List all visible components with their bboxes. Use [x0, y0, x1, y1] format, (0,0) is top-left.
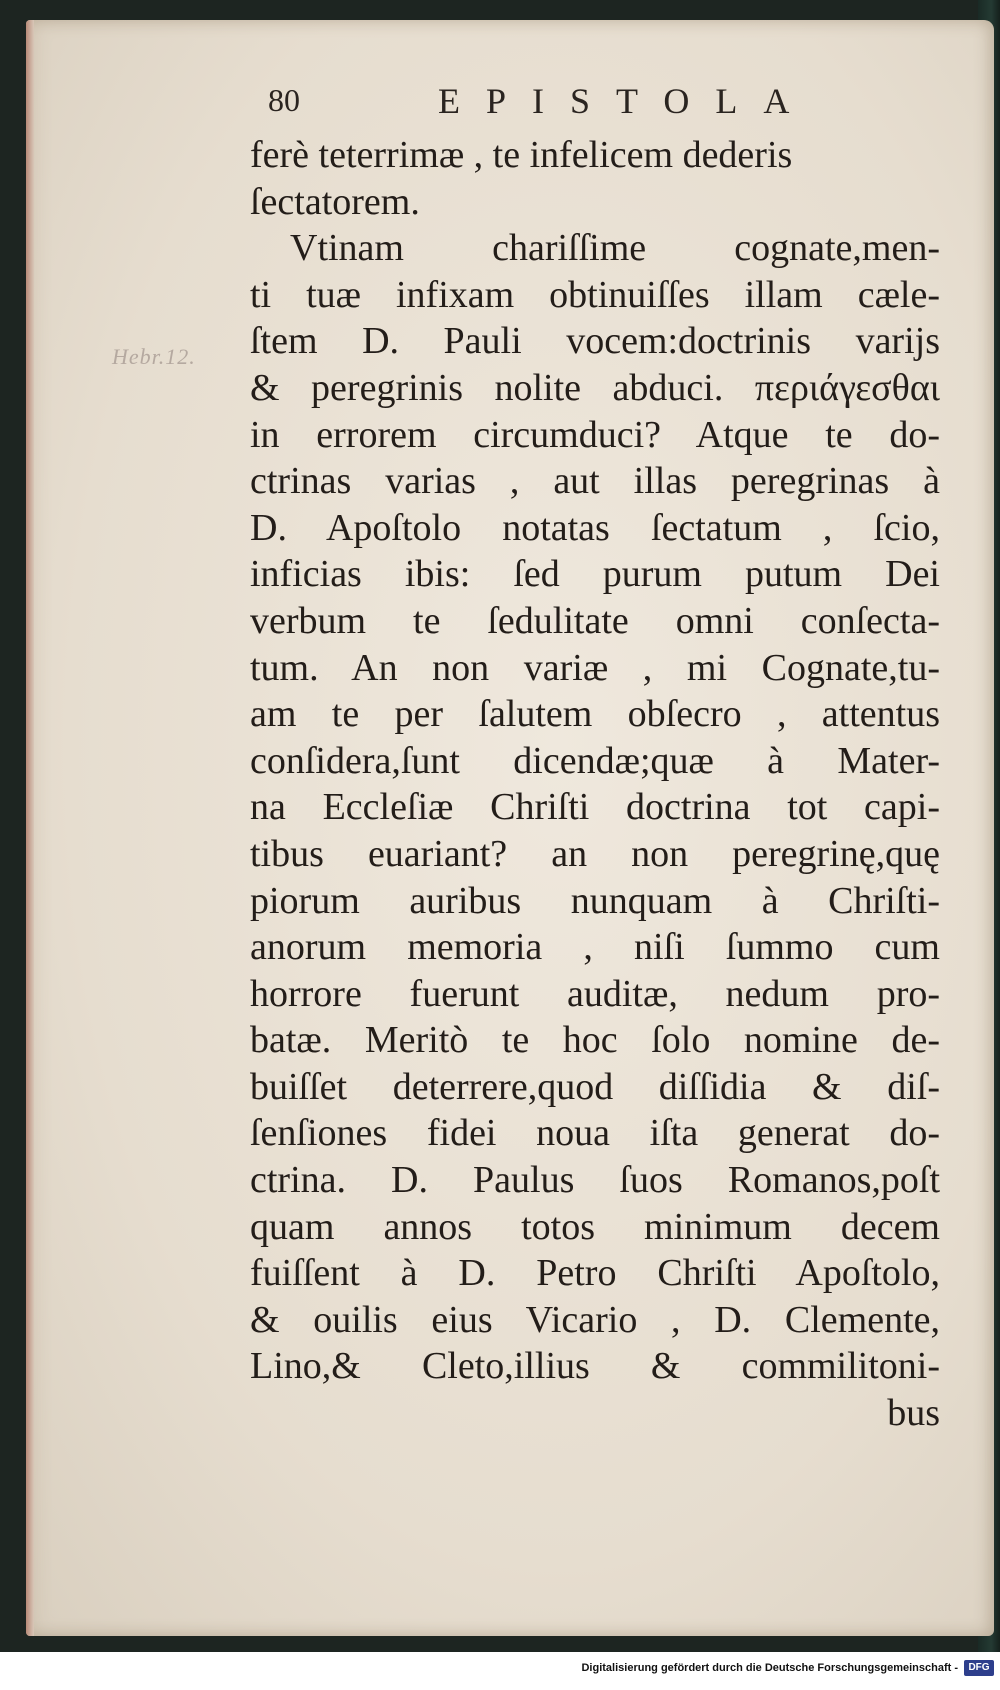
text-line: conſidera,ſunt dicendæ;quæ à Mater-: [250, 739, 940, 782]
body-text: [250, 132, 940, 1437]
text-line: piorum auribus nunquam à Chriſti-: [250, 879, 940, 922]
funding-credit: Digitalisierung gefördert durch die Deutsche Forschungsgemeinschaft -: [581, 1662, 958, 1674]
dfg-logo-icon: DFG: [964, 1660, 994, 1676]
text-line: tibus euariant? an non peregrinę,quę: [250, 832, 940, 875]
text-line: ferè teterrimæ , te infelicem dederis: [250, 134, 793, 176]
text-line: am te per ſalutem obſecro , attentus: [250, 693, 940, 736]
text-line: Lino,& Cleto,illius & commilitoni-: [250, 1345, 940, 1388]
text-line: ſectatorem.: [250, 180, 420, 223]
text-line: inficias ibis: ſed purum putum Dei: [250, 553, 940, 596]
text-line: in errorem circumduci? Atque te do-: [250, 413, 940, 456]
catchword: bus: [887, 1392, 940, 1435]
text-line: batæ. Meritò te hoc ſolo nomine de-: [250, 1019, 940, 1062]
text-line: tum. An non variæ , mi Cognate,tu-: [250, 646, 940, 689]
text-line: horrore fuerunt auditæ, nedum pro-: [250, 972, 940, 1015]
text-line: na Eccleſiæ Chriſti doctrina tot capi-: [250, 786, 940, 829]
text-line: ſenſiones fidei noua iſta generat do-: [250, 1112, 940, 1155]
text-line: D. Apoſtolo notatas ſectatum , ſcio,: [250, 506, 940, 549]
digitization-footer: [0, 1652, 1000, 1690]
text-line: Vtinam chariſſime cognate,men-: [290, 227, 940, 270]
text-line: ti tuæ infixam obtinuiſſes illam cæle-: [250, 273, 940, 316]
text-line: ctrina. D. Paulus ſuos Romanos,poſt: [250, 1159, 940, 1202]
page-number: 80: [268, 82, 300, 118]
text-line: fuiſſent à D. Petro Chriſti Apoſtolo,: [250, 1252, 940, 1295]
text-line: & ouilis eius Vicario , D. Clemente,: [250, 1298, 940, 1341]
text-line: ſtem D. Pauli vocem:doctrinis varijs: [250, 320, 940, 363]
text-line: anorum memoria , niſi ſummo cum: [250, 926, 940, 969]
text-line: buiſſet deterrere,quod diſſidia & diſ-: [250, 1065, 940, 1108]
running-title: EPISTOLA: [438, 81, 816, 121]
page-gutter-edge: [26, 20, 34, 1636]
text-line: & peregrinis nolite abduci. περιάγεσθαι: [250, 366, 940, 409]
text-line: quam annos totos minimum decem: [250, 1205, 940, 1248]
text-line: ctrinas varias , aut illas peregrinas à: [250, 460, 940, 503]
text-line: verbum te ſedulitate omni conſecta-: [250, 599, 940, 642]
running-head: [268, 82, 828, 130]
margin-note: Hebr.12.: [112, 344, 196, 369]
